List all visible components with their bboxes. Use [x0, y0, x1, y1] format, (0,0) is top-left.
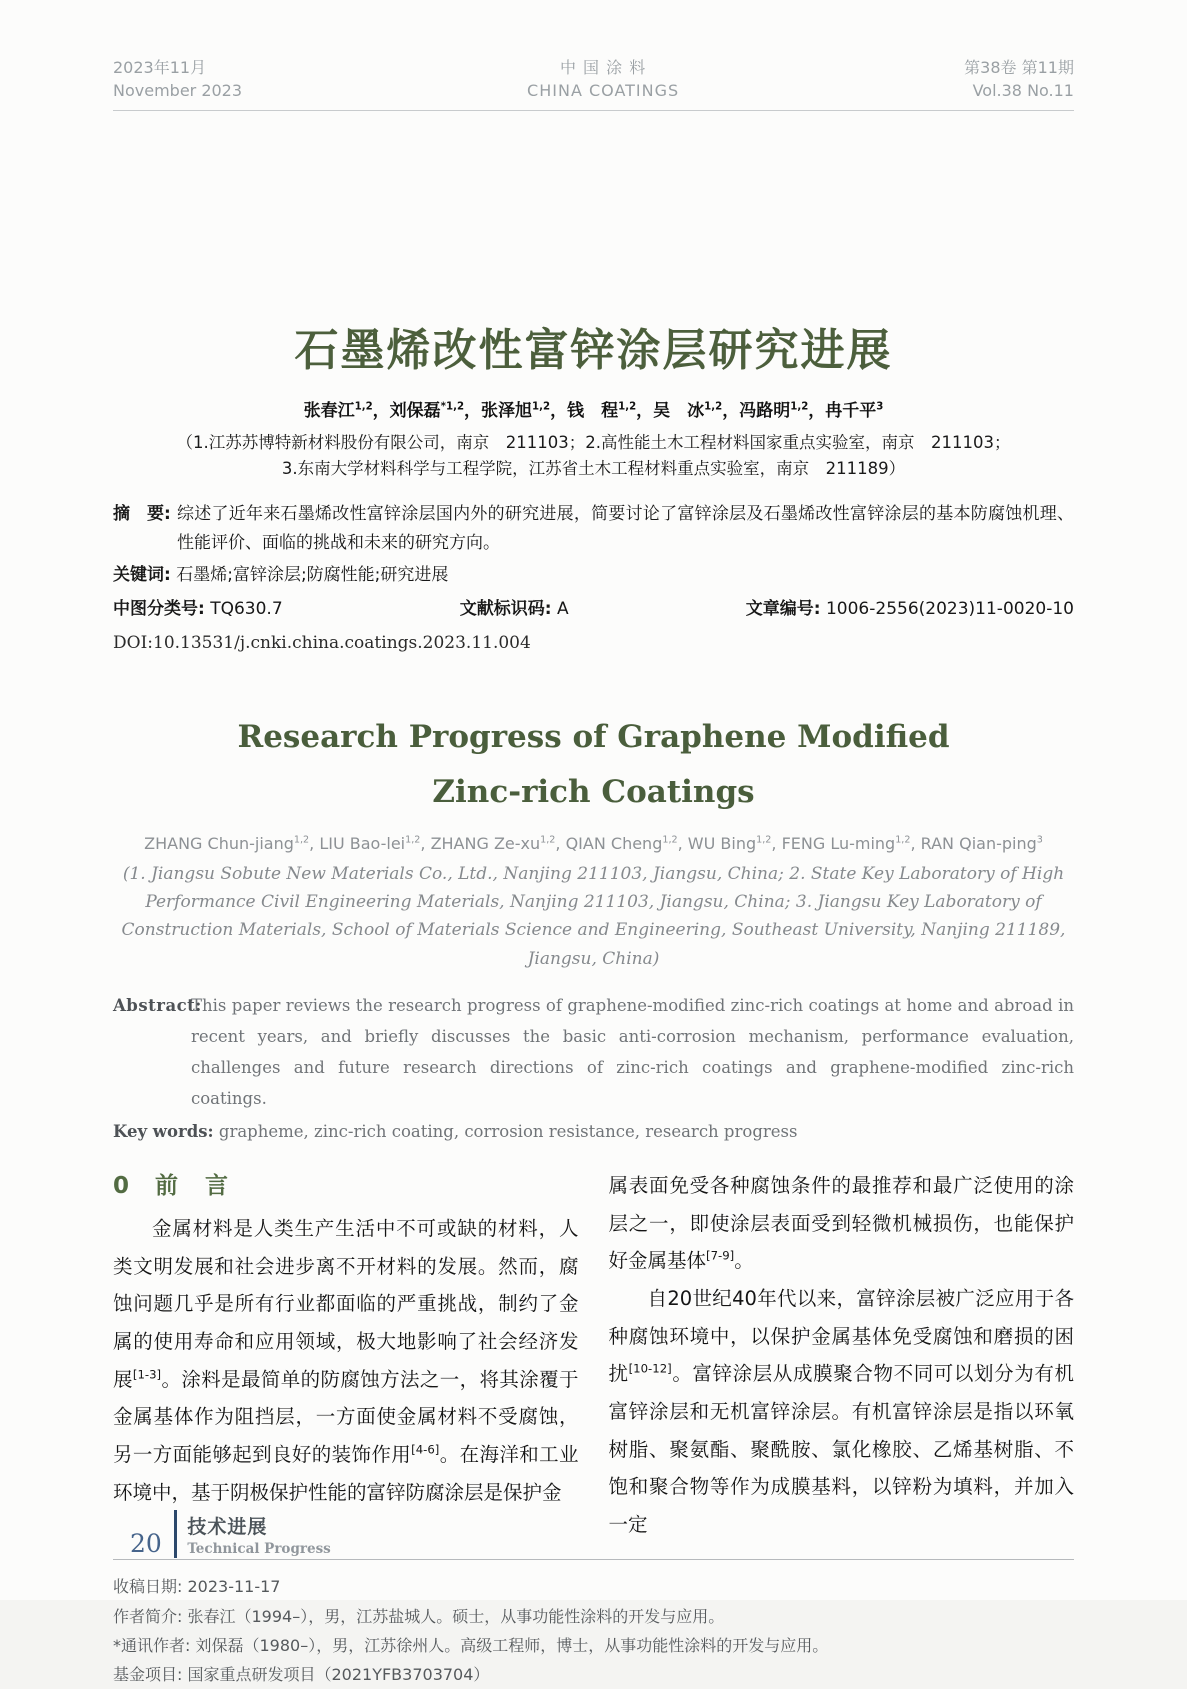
keywords-en	[113, 1117, 1074, 1148]
column-name-en: Technical Progress	[187, 1540, 331, 1557]
header-date	[113, 56, 242, 102]
abstract-en-text: This paper reviews the research progress of graphene-modified zinc-rich coatings at home and abroad in recent years, and briefly discusses the basic anti-corrosion mechanism, performance evaluation, challenges and future research directions of zinc-rich coatings and graphene-modified zinc-rich coatings.	[191, 995, 1074, 1108]
page-footer	[130, 1510, 331, 1558]
footer-divider-bar	[174, 1510, 178, 1558]
header-date-cn: 2023年11月	[113, 58, 207, 77]
article-meta-row	[113, 595, 1074, 624]
footnote-received-date: 收稿日期: 2023-11-17	[113, 1577, 281, 1597]
article-body	[113, 1167, 1074, 1543]
affiliation-cn-line1: （1.江苏苏博特新材料股份有限公司，南京 211103；2.高性能土木工程材料国家重点实验室，南京 211103；	[176, 433, 1011, 453]
abstract-cn-text: 综述了近年来石墨烯改性富锌涂层国内外的研究进展，简要讨论了富锌涂层及石墨烯改性富锌涂层的基本防腐蚀机理、性能评价、面临的挑战和未来的研究方向。	[177, 503, 1074, 553]
affiliations-cn	[113, 430, 1074, 482]
body-paragraph: 自20世纪40年代以来，富锌涂层被广泛应用于各种腐蚀环境中，以保护金属基体免受腐蚀和磨损的困扰[10-12]。富锌涂层从成膜聚合物不同可以划分为有机富锌涂层和无机富锌涂层。有机富锌涂层是指以环氧树脂、聚氨酯、聚酰胺、氯化橡胶、乙烯基树脂、不饱和聚合物等作为成膜基料，以锌粉为填料，并加入一定	[608, 1287, 1074, 1536]
header-journal-name	[527, 56, 679, 102]
body-left-column	[113, 1167, 579, 1543]
document-code	[460, 595, 569, 624]
authors-cn: 张春江$^{1,2}$，刘保磊$^{*1,2}$，张泽旭$^{1,2}$，钱 程$^{1,2}$，吴 冰$^{1,2}$，冯路明$^{1,2}$，冉千平$^3$	[303, 401, 884, 422]
clc-number	[113, 595, 283, 624]
affiliations-en: (1. Jiangsu Sobute New Materials Co., Ltd., Nanjing 211103, Jiangsu, China; 2. State Key Laboratory of High Performance Civil Engineering Materials, Nanjing 211103, Jiangsu, China; 3. Jiangsu Key Laboratory of Construction Materials, School of Materials Science and Engineering, Southeast University, Nanjing 211189, Jiangsu, China)	[121, 864, 1066, 969]
header-volume-cn: 第38卷 第11期	[964, 58, 1074, 77]
authors-en: ZHANG Chun-jiang$^{1,2}$, LIU Bao-lei$^{1,2}$, ZHANG Ze-xu$^{1,2}$, QIAN Cheng$^{1,2}$, WU Bing$^{1,2}$, FENG Lu-ming$^{1,2}$, RAN Qian-ping$^3$	[144, 833, 1043, 853]
keywords-en-text: grapheme, zinc-rich coating, corrosion resistance, research progress	[218, 1121, 798, 1141]
keywords-en-label: Key words:	[113, 1121, 214, 1141]
section-title: 前 言	[155, 1173, 231, 1200]
article-title-cn: 石墨烯改性富锌涂层研究进展	[294, 325, 893, 377]
article-id	[746, 595, 1074, 624]
body-paragraph: 属表面免受各种腐蚀条件的最推荐和最广泛使用的涂层之一，即使涂层表面受到轻微机械损伤，也能保护好金属基体[7-9]。	[608, 1174, 1074, 1273]
keywords-cn-text: 石墨烯;富锌涂层;防腐性能;研究进展	[176, 564, 449, 585]
abstract-en-label: Abstract:	[113, 995, 202, 1015]
abstract-en	[113, 990, 1074, 1114]
doi: DOI:10.13531/j.cnki.china.coatings.2023.11.004	[113, 632, 531, 653]
footnote-author-bio: 作者简介: 张春江（1994–），男，江苏盐城人。硕士，从事功能性涂料的开发与应用。	[113, 1606, 725, 1626]
page-number: 20	[130, 1529, 162, 1558]
section-number: 0	[113, 1173, 130, 1200]
column-name	[187, 1512, 330, 1557]
header-volume-issue	[964, 56, 1074, 102]
keywords-cn-label: 关键词:	[113, 564, 171, 585]
keywords-cn	[113, 561, 1074, 590]
document-code-label: 文献标识码:	[459, 598, 552, 619]
document-code-value: A	[557, 598, 569, 619]
article-title-en-line1: Research Progress of Graphene Modified	[237, 718, 950, 755]
affiliation-cn-line2: 3.东南大学材料科学与工程学院，江苏省土木工程材料重点实验室，南京 211189）	[281, 459, 906, 479]
body-right-column	[609, 1167, 1075, 1543]
abstract-cn	[113, 500, 1074, 558]
article-title-en-line2: Zinc-rich Coatings	[432, 773, 755, 810]
header-volume-en: Vol.38 No.11	[972, 81, 1074, 101]
article-id-label: 文章编号:	[745, 598, 821, 619]
footnote-corresponding-author: *通讯作者: 刘保磊（1980–），男，江苏徐州人。高级工程师，博士，从事功能性涂料的开发与应用。	[113, 1635, 829, 1655]
journal-header	[113, 0, 1074, 111]
abstract-cn-label: 摘 要:	[113, 503, 171, 524]
footnote-funding: 基金项目: 国家重点研发项目（2021YFB3703704）	[113, 1664, 490, 1684]
header-journal-en: CHINA COATINGS	[527, 81, 680, 101]
body-paragraph: 金属材料是人类生产生活中不可或缺的材料，人类文明发展和社会进步离不开材料的发展。然而，腐蚀问题几乎是所有行业都面临的严重挑战，制约了金属的使用寿命和应用领域，极大地影响了社会经济发展[1-3]。涂料是最简单的防腐蚀方法之一，将其涂覆于金属基体作为阻挡层，一方面使金属材料不受腐蚀，另一方面能够起到良好的装饰作用[4-6]。在海洋和工业环境中，基于阴极保护性能的富锌防腐涂层是保护金	[113, 1217, 579, 1504]
section-heading	[113, 1167, 579, 1200]
footnotes	[113, 1560, 1074, 1688]
clc-value: TQ630.7	[210, 598, 283, 619]
article-id-value: 1006-2556(2023)11-0020-10	[825, 598, 1074, 619]
header-date-en: November 2023	[113, 81, 243, 101]
clc-label: 中图分类号:	[113, 598, 205, 619]
article-title-en	[113, 710, 1074, 820]
header-journal-cn: 中 国 涂 料	[559, 58, 647, 77]
column-name-cn: 技术进展	[187, 1515, 268, 1538]
